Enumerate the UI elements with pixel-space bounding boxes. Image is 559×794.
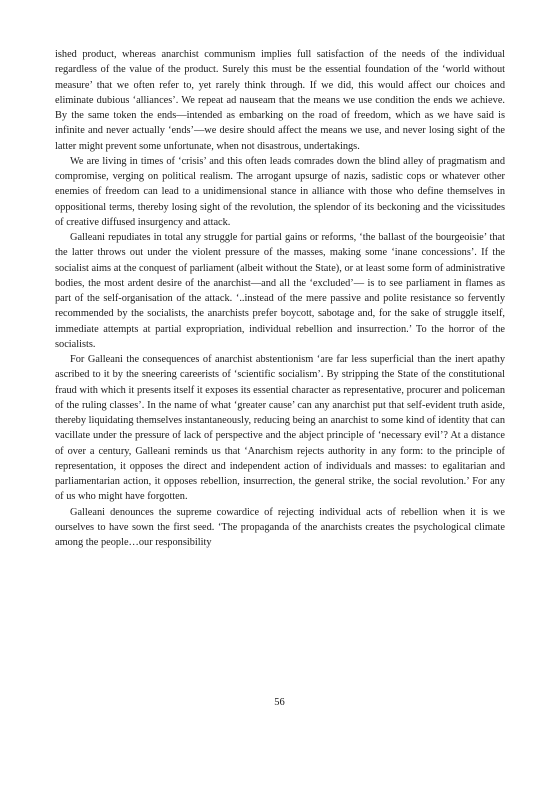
page-body bbox=[55, 47, 505, 550]
paragraph-4: For Galleani the consequences of anarchist abstentionism ‘are far less superficial than the inert apathy ascribed to it by the sneering careerists of ‘scientific socialism’. By stripping the State of the constitutional fraud with which it presents itself it exposes its essential character as representative, procurer and policeman of the ruling classes’. In the name of what ‘greater cause’ can any anarchist put that self-evident truth aside, thereby liquidating themselves instantaneously, reducing being an anarchist to some kind of identity that can vacillate under the pressure of lack of perspective and the abject principle of ‘necessary evil’? At a distance of over a century, Galleani reminds us that ‘Anarchism rejects authority in any form: to the principle of representation, it opposes the direct and independent action of individuals and masses: to egalitarian and parliamentarian action, it opposes rebellion, insurrection, the general strike, the social revolution.’ For any of us who might have forgotten. bbox=[55, 354, 505, 503]
paragraph-5: Galleani denounces the supreme cowardice of rejecting individual acts of rebellion when it is we ourselves to have sown the first seed. ‘The propaganda of the anarchists creates the psychological climate among the people…our responsibility bbox=[55, 506, 505, 548]
paragraph-3: Galleani repudiates in total any struggle for partial gains or reforms, ‘the ballast of the bourgeoisie’ that the latter throws out under the violent pressure of the masses, making some ‘inane concessions’. If the socialist aims at the conquest of parliament (albeit without the State), or at least some form of administrative bodies, the most ardent desire of the anarchist—and all the ‘excluded’— is to see parliament in flames as part of the self-organisation of the attack. ‘..instead of the mere passive and polite resistance so fervently recommended by the socialists, the anarchists prefer boycott, sabotage and, for the sake of struggle itself, immediate attempts at partial expropriation, individual rebellion and insurrection.’ To the horror of the socialists. bbox=[55, 232, 505, 350]
page-number: 56 bbox=[274, 697, 285, 708]
paragraph-1: ished product, whereas anarchist communism implies full satisfaction of the needs of the individual regardless of the value of the product. Surely this must be the essential foundation of the ‘world without measure’ that we often refer to, yet rarely think through. If we did, this would affect our choices and eliminate dubious ‘alliances’. We repeat ad nauseam that the means we use condition the ends we achieve. By the same token the ends—intended as embarking on the road of freedom, which as we have said is infinite and never actually ‘ends’—we desire should affect the means we use, and never losing sight of the latter might prevent some unfortunate, when not disastrous, undertakings. bbox=[55, 49, 505, 152]
paragraph-2: We are living in times of ‘crisis’ and this often leads comrades down the blind alley of pragmatism and compromise, verging on political realism. The arrogant upsurge of nazis, sadistic cops or whatever other enemies of freedom can lead to a unidimensional stance in alliance with those who define themselves in oppositional terms, thereby losing sight of the revolution, the splendor of its beckoning and the vicissitudes of creative diffused insurgency and attack. bbox=[55, 155, 505, 228]
